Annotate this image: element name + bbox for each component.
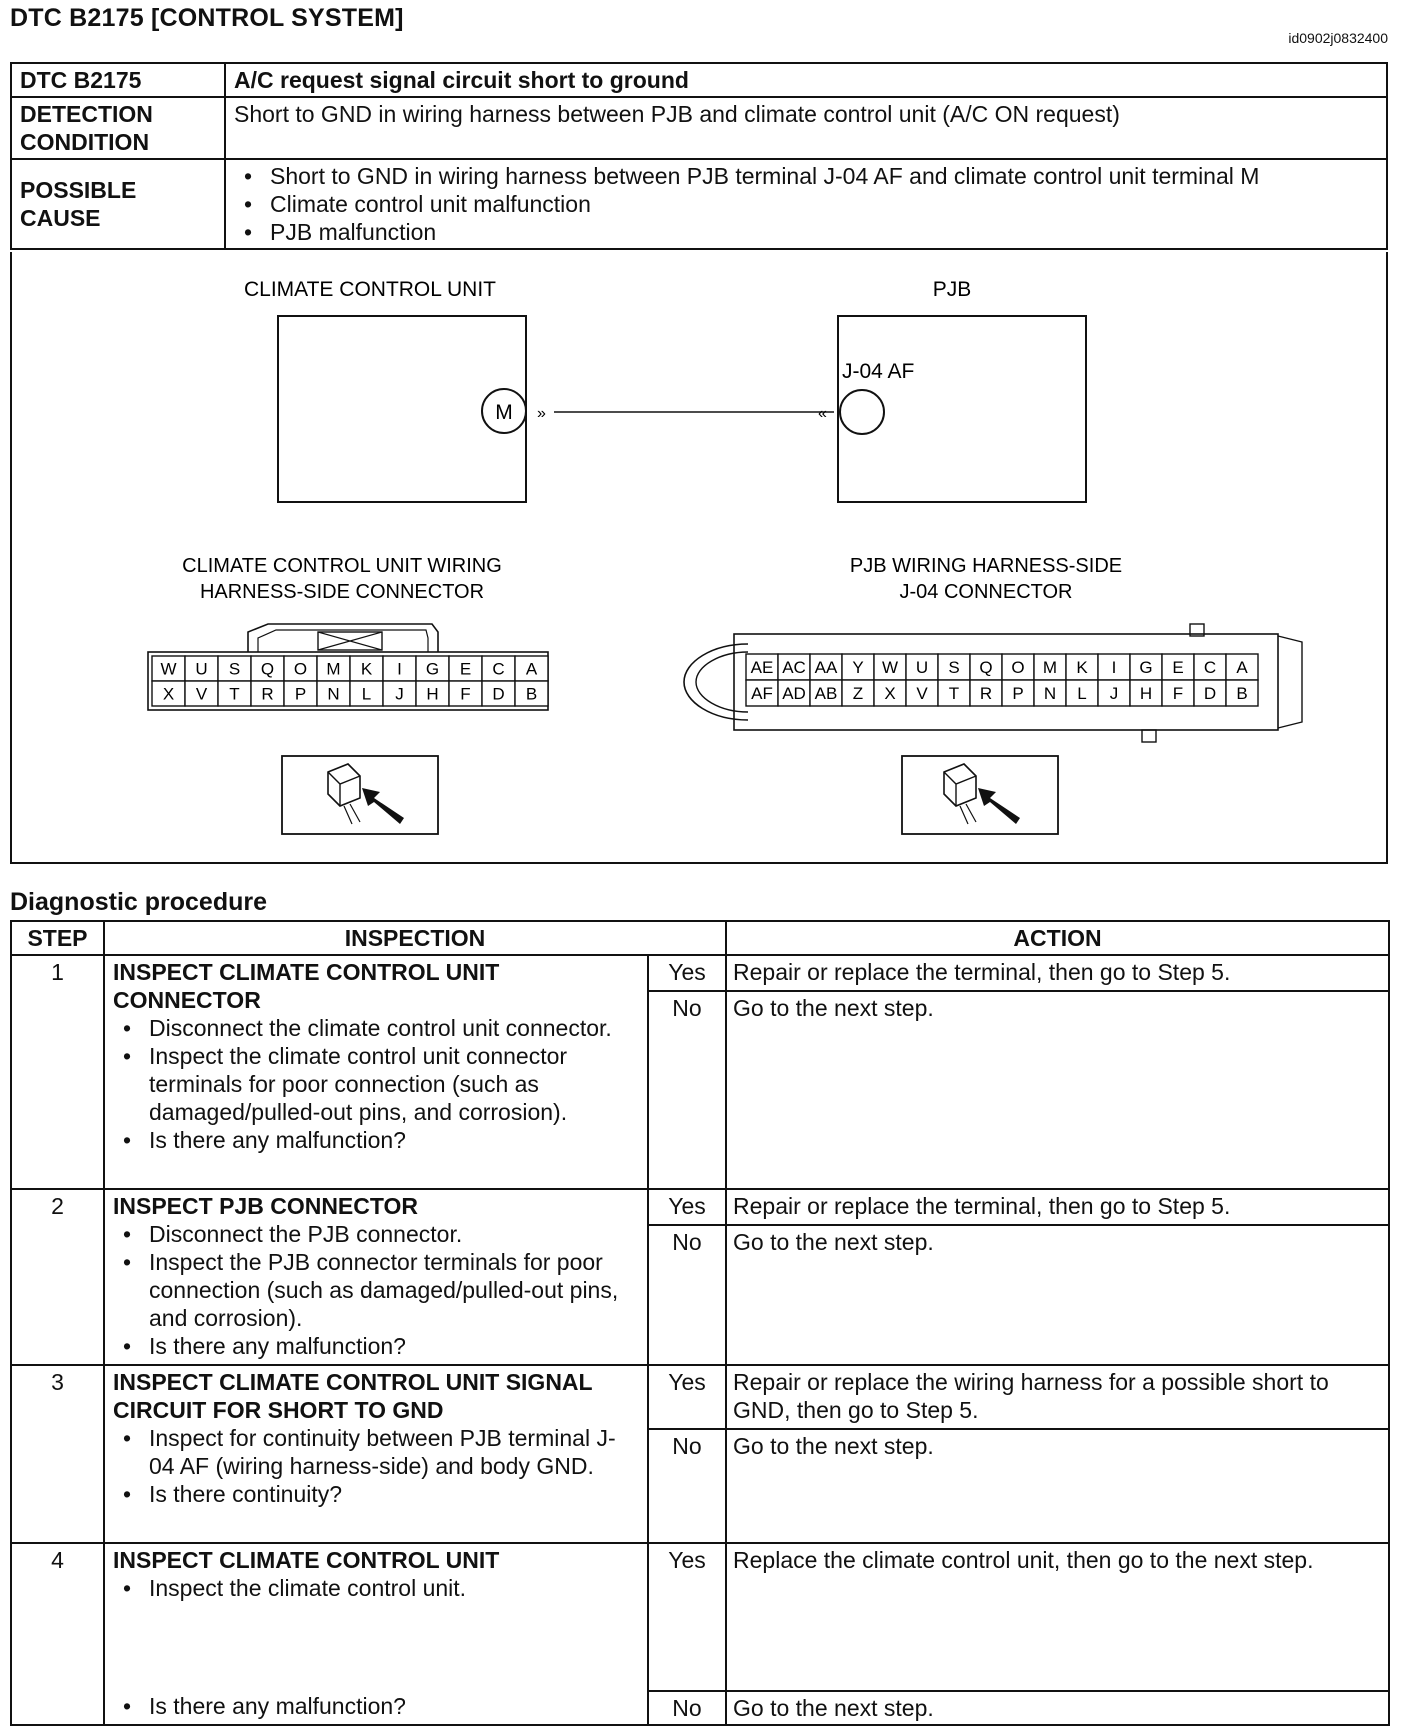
yes-action: Repair or replace the wiring harness for a possible short to GND, then go to Step 5. xyxy=(726,1365,1389,1429)
no-label: No xyxy=(648,991,726,1189)
ccu-view-direction-icon xyxy=(282,756,438,834)
pjb-view-direction-icon xyxy=(902,756,1058,834)
ccu-pin-grid xyxy=(152,656,548,706)
ccu-connector-title-1: CLIMATE CONTROL UNIT WIRING xyxy=(182,555,502,577)
ccu-pin-label: N xyxy=(327,684,340,704)
wiring-diagram xyxy=(10,252,1388,864)
step-number: 1 xyxy=(11,955,104,1189)
ccu-pin-label: G xyxy=(425,659,440,679)
no-action: Go to the next step. xyxy=(726,1691,1389,1725)
step-number: 3 xyxy=(11,1365,104,1543)
pjb-pin-label: G xyxy=(1139,658,1153,678)
pjb-connector-end xyxy=(1278,636,1302,728)
pjb-pin-label: AE xyxy=(750,658,774,678)
page-title: DTC B2175 [CONTROL SYSTEM] xyxy=(10,4,404,32)
ccu-pin-label: S xyxy=(228,659,241,679)
ccu-pin-label: H xyxy=(426,684,439,704)
wiring-diagram-svg xyxy=(12,252,1390,864)
ccu-connector xyxy=(148,624,548,710)
yes-label: Yes xyxy=(648,1365,726,1429)
pjb-pin-label: Z xyxy=(852,684,864,704)
pjb-connector xyxy=(684,624,1302,742)
cause-item: • PJB malfunction xyxy=(234,218,1378,246)
step-header: STEP xyxy=(11,921,104,955)
yes-label: Yes xyxy=(648,1543,726,1691)
pjb-connector-tab-bottom xyxy=(1142,730,1156,742)
detection-label-line-1: DETECTION xyxy=(20,101,153,127)
pjb-pin-label: D xyxy=(1203,684,1217,704)
inspection-bullet: • Disconnect the PJB connector. xyxy=(113,1220,641,1248)
step-inspection xyxy=(104,1365,648,1543)
pjb-pin-grid xyxy=(746,654,1258,706)
pjb-connector-title-2: J-04 CONNECTOR xyxy=(899,581,1073,603)
diagnostic-procedure-table xyxy=(10,920,1390,1726)
step-title: INSPECT CLIMATE CONTROL UNIT xyxy=(113,1547,500,1573)
no-action: Go to the next step. xyxy=(726,1429,1389,1543)
pjb-pin-label: W xyxy=(881,658,899,678)
no-label: No xyxy=(648,1691,726,1725)
ccu-pin-label: A xyxy=(525,659,538,679)
ccu-connector-title-2: HARNESS-SIDE CONNECTOR xyxy=(199,581,485,603)
pjb-pin-label: L xyxy=(1077,684,1087,704)
step-inspection xyxy=(104,1189,648,1365)
pjb-pin-label: I xyxy=(1111,658,1117,678)
step-title: INSPECT PJB CONNECTOR xyxy=(113,1193,419,1219)
yes-label: Yes xyxy=(648,955,726,991)
step-number: 2 xyxy=(11,1189,104,1365)
pjb-connector-title-1: PJB WIRING HARNESS-SIDE xyxy=(849,555,1123,577)
inspection-bullet: • Inspect the PJB connector terminals for poor connection (such as damaged/pulled-out pins, and corrosion). xyxy=(113,1248,641,1332)
pjb-pin-label: Q xyxy=(979,658,993,678)
detection-condition: Short to GND in wiring harness between PJB and climate control unit (A/C ON request) xyxy=(225,97,1387,159)
pjb-pin-label: A xyxy=(1236,658,1248,678)
ccu-pin-label: W xyxy=(160,659,177,679)
no-action: Go to the next step. xyxy=(726,991,1389,1189)
ccu-pin-label: T xyxy=(229,684,240,704)
pjb-pin-label: J xyxy=(1109,684,1119,704)
step-inspection xyxy=(104,1543,648,1725)
step-number: 4 xyxy=(11,1543,104,1725)
step-title: INSPECT CLIMATE CONTROL UNIT xyxy=(113,959,500,985)
ccu-pin-label: U xyxy=(195,659,208,679)
ccu-pin-label: E xyxy=(459,659,472,679)
cause-item: • Climate control unit malfunction xyxy=(234,190,1378,218)
pjb-pin-label: X xyxy=(884,684,896,704)
step-title: CONNECTOR xyxy=(113,987,261,1013)
pjb-pin-label: R xyxy=(979,684,993,704)
dtc-label: DTC B2175 xyxy=(11,63,225,97)
inspection-bullet: • Is there any malfunction? xyxy=(113,1332,641,1360)
pjb-pin-label: P xyxy=(1012,684,1024,704)
ccu-pin-label: R xyxy=(261,684,274,704)
ccu-pin-label: D xyxy=(492,684,505,704)
inspection-header: INSPECTION xyxy=(104,921,726,955)
pjb-connector-mark: « xyxy=(818,405,827,422)
pjb-pin-label: U xyxy=(915,658,929,678)
ccu-pin-label: J xyxy=(395,684,404,704)
inspection-bullet: • Is there any malfunction? xyxy=(113,1126,641,1154)
pjb-pin-label: AD xyxy=(782,684,806,704)
ccu-pin-label: F xyxy=(460,684,471,704)
dtc-info-table xyxy=(10,62,1388,250)
no-label: No xyxy=(648,1225,726,1365)
pjb-pin-label: T xyxy=(948,684,960,704)
cause-label xyxy=(11,159,225,249)
ccu-pin-label: V xyxy=(195,684,208,704)
pjb-title: PJB xyxy=(932,278,972,301)
yes-action: Repair or replace the terminal, then go to Step 5. xyxy=(726,1189,1389,1225)
cause-item: • Short to GND in wiring harness between PJB terminal J-04 AF and climate control unit terminal M xyxy=(234,162,1378,190)
action-header: ACTION xyxy=(726,921,1389,955)
pjb-pin-label: S xyxy=(948,658,960,678)
inspection-bullet: • Disconnect the climate control unit connector. xyxy=(113,1014,641,1042)
pjb-pin-label: J-04 AF xyxy=(842,360,915,383)
pjb-pin-label: E xyxy=(1172,658,1184,678)
pjb-pin-label: AC xyxy=(782,658,806,678)
pjb-pin-label: AA xyxy=(814,658,838,678)
inspection-bullet: • Inspect the climate control unit connector terminals for poor connection (such as damaged/pulled-out pins, and corrosion). xyxy=(113,1042,641,1126)
cause-label-line-1: POSSIBLE xyxy=(20,177,137,203)
ccu-pin-label: K xyxy=(360,659,373,679)
ccu-pin-label: B xyxy=(525,684,538,704)
pjb-pin-label: N xyxy=(1043,684,1057,704)
no-label: No xyxy=(648,1429,726,1543)
step-title: INSPECT CLIMATE CONTROL UNIT SIGNAL xyxy=(113,1369,593,1395)
pjb-pin-label: B xyxy=(1236,684,1248,704)
document-id: id0902j0832400 xyxy=(1288,30,1388,46)
ccu-pin-label: L xyxy=(361,684,372,704)
possible-causes xyxy=(225,159,1387,249)
pjb-pin-label: M xyxy=(1042,658,1058,678)
yes-label: Yes xyxy=(648,1189,726,1225)
no-action: Go to the next step. xyxy=(726,1225,1389,1365)
pjb-pin-label: V xyxy=(916,684,928,704)
section-title: Diagnostic procedure xyxy=(10,888,267,916)
step-title: CIRCUIT FOR SHORT TO GND xyxy=(113,1397,444,1423)
ccu-pin-label: C xyxy=(492,659,505,679)
ccu-pin-label: P xyxy=(294,684,307,704)
pjb-pin-label: AB xyxy=(814,684,838,704)
ccu-connector-latch-inner xyxy=(258,630,428,652)
pjb-pin-label: F xyxy=(1172,684,1184,704)
dtc-description: A/C request signal circuit short to ground xyxy=(225,63,1387,97)
step-inspection xyxy=(104,955,648,1189)
detection-label-line-2: CONDITION xyxy=(20,129,150,155)
ccu-pin-label: I xyxy=(397,659,402,679)
pjb-pin-label: C xyxy=(1203,658,1217,678)
pjb-pin-label: O xyxy=(1011,658,1025,678)
ccu-connector-latch xyxy=(248,624,438,652)
pjb-pin-label: Y xyxy=(852,658,864,678)
ccu-pin-label: O xyxy=(293,659,308,679)
detection-label xyxy=(11,97,225,159)
inspection-bullet: • Inspect the climate control unit. xyxy=(113,1574,641,1602)
inspection-bullet: • Is there any malfunction? xyxy=(113,1692,406,1720)
ccu-pin-label: X xyxy=(162,684,175,704)
pjb-loop-outer xyxy=(684,644,748,720)
pjb-pin-label: H xyxy=(1139,684,1153,704)
inspection-bullet: • Is there continuity? xyxy=(113,1480,641,1508)
cause-label-line-2: CAUSE xyxy=(20,205,101,231)
ccu-pin-label: M xyxy=(495,401,513,424)
yes-action: Replace the climate control unit, then go to the next step. xyxy=(726,1543,1389,1691)
pjb-pin-label: AF xyxy=(751,684,773,704)
ccu-pin-label: M xyxy=(326,659,341,679)
ccu-connector-mark: » xyxy=(537,405,546,422)
yes-action: Repair or replace the terminal, then go to Step 5. xyxy=(726,955,1389,991)
pjb-terminal xyxy=(840,390,884,434)
pjb-loop-inner xyxy=(696,652,748,712)
inspection-bullet: • Inspect for continuity between PJB terminal J-04 AF (wiring harness-side) and body GND. xyxy=(113,1424,641,1480)
pjb-pin-label: K xyxy=(1076,658,1088,678)
ccu-title: CLIMATE CONTROL UNIT xyxy=(243,278,497,301)
ccu-pin-label: Q xyxy=(260,659,275,679)
